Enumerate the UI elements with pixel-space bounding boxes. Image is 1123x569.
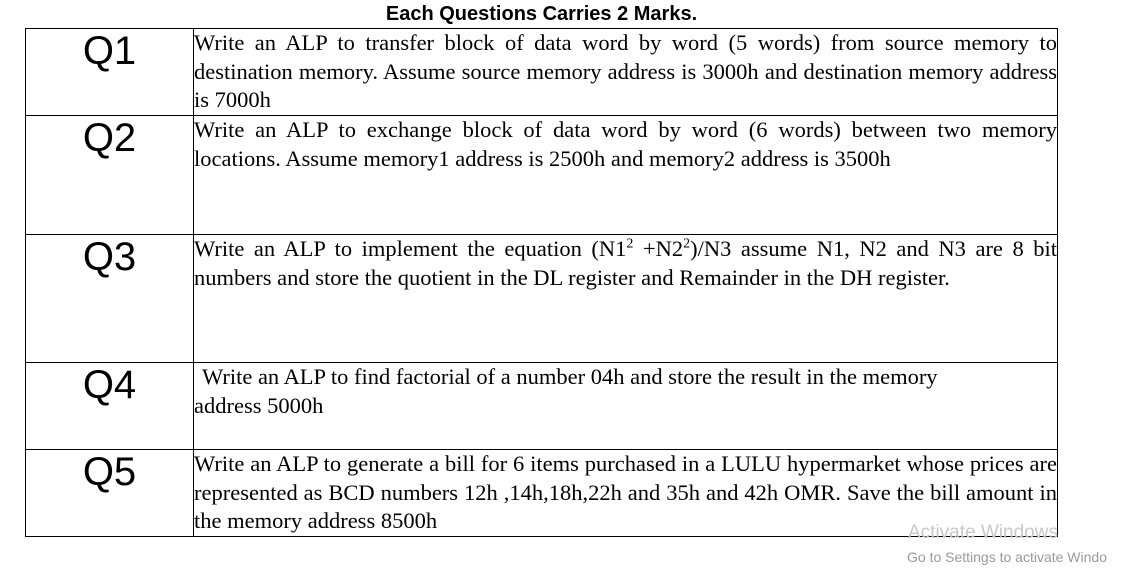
questions-table (25, 28, 1058, 537)
question-text-q2: Write an ALP to exchange block of data word by word (6 words) between two memory locations. Assume memory1 address is 2500h and memory2 address is 3500h (194, 116, 1058, 235)
question-number-q3: Q3 (26, 235, 194, 363)
q3-superscript-2: 2 (683, 236, 691, 252)
question-number-q2: Q2 (26, 116, 194, 235)
page-heading: Each Questions Carries 2 Marks. (385, 3, 698, 25)
question-text-q5: Write an ALP to generate a bill for 6 items purchased in a LULU hypermarket whose prices are represented as BCD numbers 12h ,14h,18h,22h and 35h and 42h OMR. Save the bill amount in the memory address 8500h (194, 450, 1058, 537)
question-number-q5: Q5 (26, 450, 194, 537)
question-row-q1 (26, 29, 1058, 116)
q4-text-line-1: Write an ALP to find factorial of a number 04h and store the result in the memory (202, 364, 938, 389)
q4-text-line-2: address 5000h (194, 392, 324, 418)
question-text-q3 (194, 235, 1058, 363)
activate-windows-subtitle[interactable]: Go to Settings to activate Windo (907, 549, 1107, 565)
question-row-q3 (26, 235, 1058, 363)
question-text-q4 (194, 363, 1058, 450)
question-row-q4 (26, 363, 1058, 450)
question-row-q2 (26, 116, 1058, 235)
q3-text-part-a: Write an ALP to implement the equation (N1 (194, 236, 627, 261)
q3-superscript-1: 2 (626, 236, 634, 252)
question-number-q4: Q4 (26, 363, 194, 450)
q3-text-part-b: +N2 (633, 236, 684, 261)
q3-text-part-c: )/N3 assume N1, N2 and N3 are 8 bit numbers and store the quotient in the DL register and Remainder in the DH register. (194, 236, 1057, 290)
question-number-q1: Q1 (26, 29, 194, 116)
question-text-q1: Write an ALP to transfer block of data word by word (5 words) from source memory to destination memory. Assume source memory address is 3000h and destination memory address is 7000h (194, 29, 1058, 116)
activate-windows-title: Activate Windows (908, 522, 1058, 543)
question-row-q5 (26, 450, 1058, 537)
